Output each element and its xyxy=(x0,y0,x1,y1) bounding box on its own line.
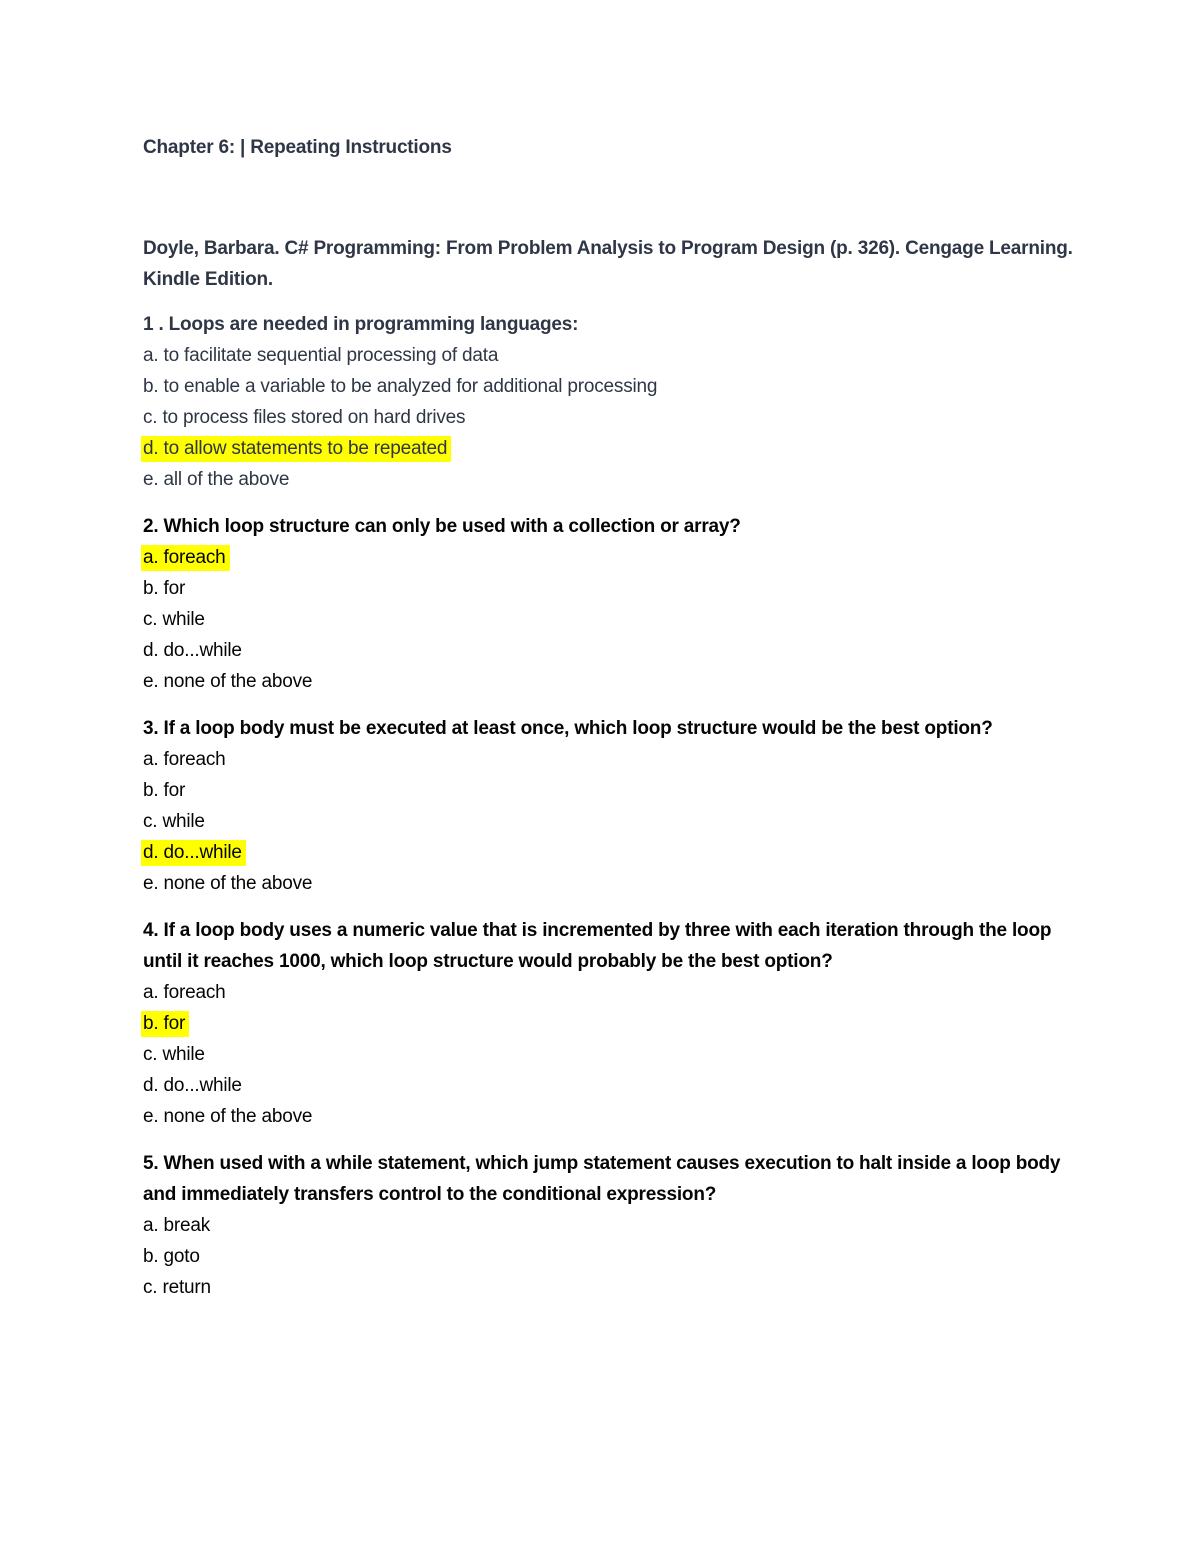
question-3-stem: 3. If a loop body must be executed at least once, which loop structure would be the best option? xyxy=(143,718,993,739)
highlighted-answer: a. foreach xyxy=(141,545,230,571)
question-1-option-c xyxy=(143,402,1078,433)
question-1-option-b xyxy=(143,371,1078,402)
option-text: e. all of the above xyxy=(143,469,290,490)
option-text: c. while xyxy=(143,609,205,630)
question-5-option-b xyxy=(143,1241,1078,1272)
question-5-option-c xyxy=(143,1272,1078,1303)
option-text: d. do...while xyxy=(143,1075,242,1096)
citation: Doyle, Barbara. C# Programming: From Problem Analysis to Program Design (p. 326). Cengage Learning. Kindle Edition. xyxy=(143,238,1073,290)
question-2-stem: 2. Which loop structure can only be used with a collection or array? xyxy=(143,516,741,537)
question-3-option-c xyxy=(143,806,1078,837)
question-2-option-b xyxy=(143,573,1078,604)
question-2 xyxy=(143,495,1078,697)
option-text: b. to enable a variable to be analyzed for additional processing xyxy=(143,376,658,397)
option-text: c. while xyxy=(143,1044,205,1065)
option-text: d. do...while xyxy=(143,640,242,661)
option-text: b. for xyxy=(143,780,186,801)
question-1-option-a xyxy=(143,340,1078,371)
question-4-option-a xyxy=(143,977,1078,1008)
option-text: b. goto xyxy=(143,1246,200,1267)
highlighted-answer: d. do...while xyxy=(141,840,246,866)
question-1-stem: 1 . Loops are needed in programming languages: xyxy=(143,314,579,335)
question-3-option-e xyxy=(143,868,1078,899)
question-3 xyxy=(143,697,1078,899)
option-text: e. none of the above xyxy=(143,671,313,692)
option-text: e. none of the above xyxy=(143,1106,313,1127)
option-text: e. none of the above xyxy=(143,873,313,894)
option-text: b. for xyxy=(143,578,186,599)
chapter-title: Chapter 6: | Repeating Instructions xyxy=(143,137,452,158)
question-1-option-e xyxy=(143,464,1078,495)
question-3-option-d xyxy=(143,837,1078,868)
question-4-option-b xyxy=(143,1008,1078,1039)
option-text: c. to process files stored on hard drives xyxy=(143,407,466,428)
question-2-option-d xyxy=(143,635,1078,666)
question-4-option-e xyxy=(143,1101,1078,1132)
option-text: a. to facilitate sequential processing of data xyxy=(143,345,499,366)
question-2-option-e xyxy=(143,666,1078,697)
option-text: c. while xyxy=(143,811,205,832)
question-4-option-d xyxy=(143,1070,1078,1101)
question-2-option-a xyxy=(143,542,1078,573)
option-text: a. foreach xyxy=(143,749,226,770)
highlighted-answer: b. for xyxy=(141,1011,189,1037)
question-5 xyxy=(143,1132,1078,1303)
question-2-option-c xyxy=(143,604,1078,635)
question-3-option-b xyxy=(143,775,1078,806)
highlighted-answer: d. to allow statements to be repeated xyxy=(141,436,451,462)
question-3-option-a xyxy=(143,744,1078,775)
question-5-stem: 5. When used with a while statement, which jump statement causes execution to halt inside a loop body and immediately transfers control to the conditional expression? xyxy=(143,1153,1061,1205)
question-1 xyxy=(143,309,1078,495)
question-1-option-d xyxy=(143,433,1078,464)
option-text: a. break xyxy=(143,1215,211,1236)
document-content xyxy=(143,132,1078,1303)
option-text: c. return xyxy=(143,1277,211,1298)
question-5-option-a xyxy=(143,1210,1078,1241)
question-4-stem: 4. If a loop body uses a numeric value that is incremented by three with each iteration through the loop until it reaches 1000, which loop structure would probably be the best option? xyxy=(143,920,1052,972)
question-4 xyxy=(143,899,1078,1132)
question-4-option-c xyxy=(143,1039,1078,1070)
option-text: a. foreach xyxy=(143,982,226,1003)
